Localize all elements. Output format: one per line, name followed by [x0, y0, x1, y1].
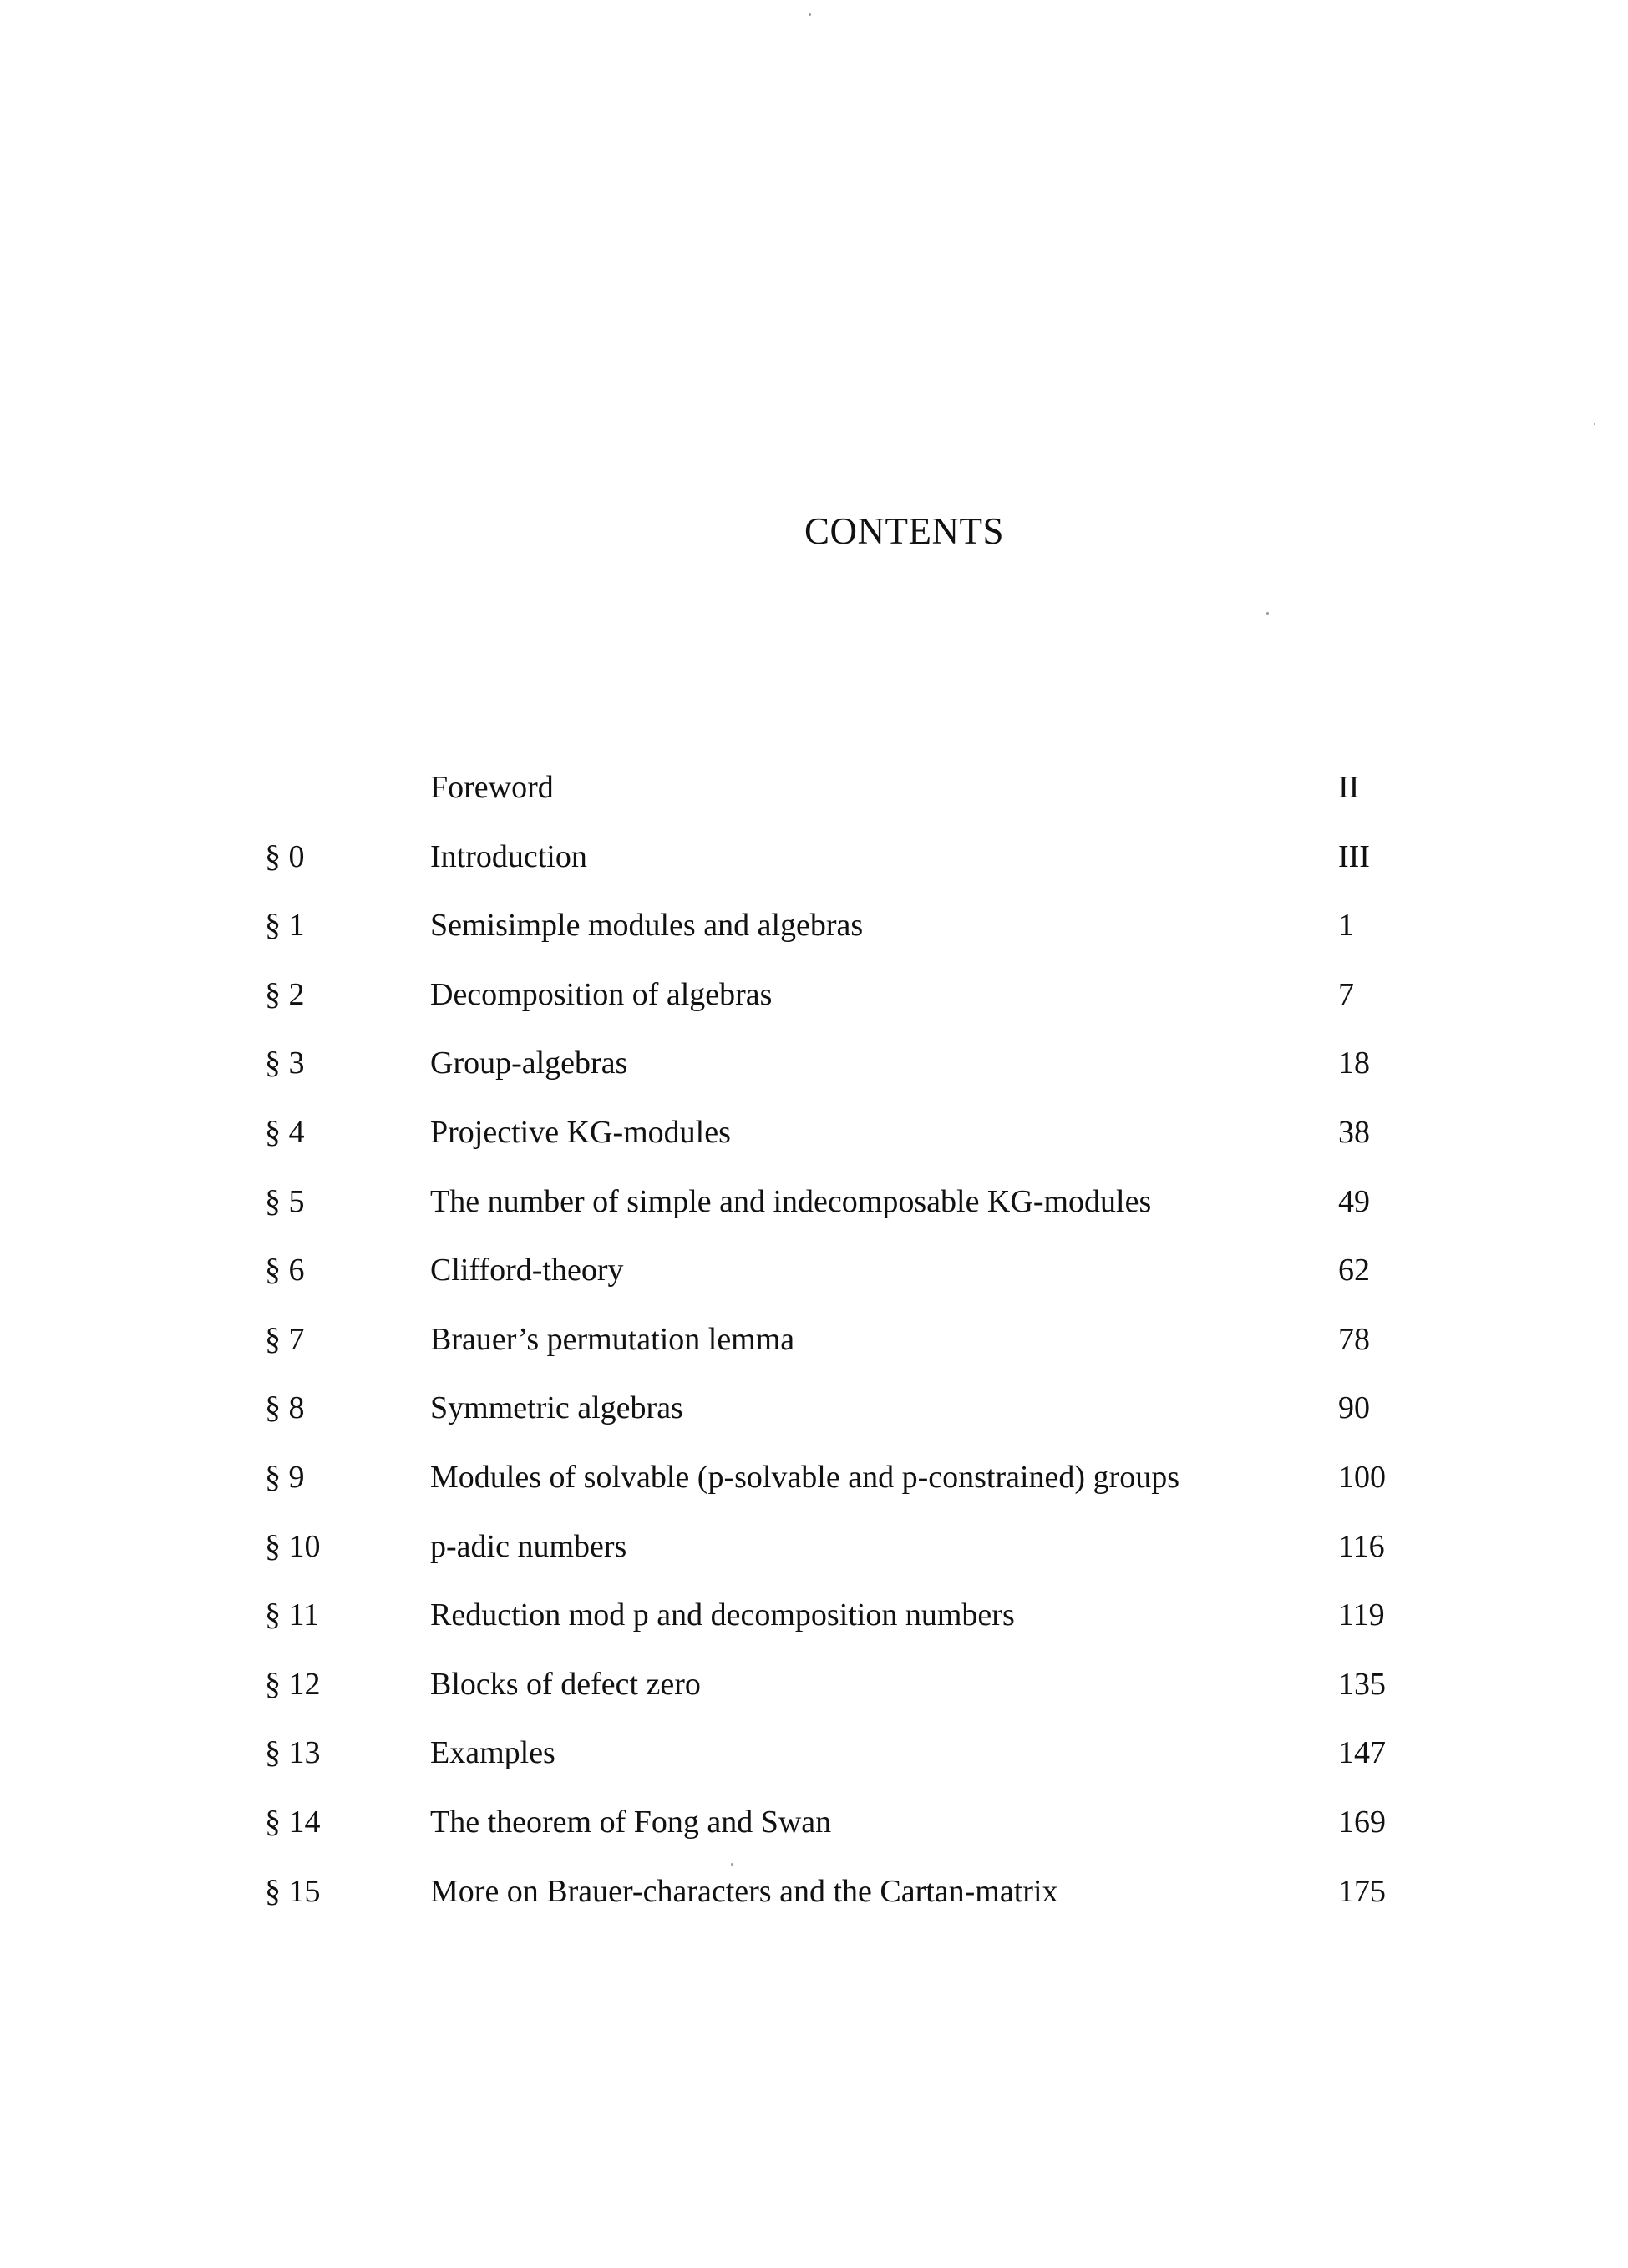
toc-entry-title: Examples: [430, 1735, 555, 1771]
toc-entry-foreword[interactable]: [0, 763, 1628, 833]
toc-entry-title: p-adic numbers: [430, 1528, 627, 1564]
toc-page-number: 90: [1338, 1390, 1370, 1426]
toc-entry-14[interactable]: [0, 1798, 1628, 1867]
toc-entry-title: Brauer’s permutation lemma: [430, 1321, 795, 1357]
toc-page-number: 78: [1338, 1321, 1370, 1357]
toc-page-number: 1: [1338, 908, 1354, 944]
toc-entry-title: Foreword: [430, 770, 554, 805]
toc-page-number: 119: [1338, 1597, 1385, 1633]
toc-entry-title: Blocks of defect zero: [430, 1666, 701, 1702]
toc-page-number: 38: [1338, 1114, 1370, 1150]
toc-entry-title: Modules of solvable (p-solvable and p-constrained) groups: [430, 1459, 1180, 1495]
toc-section-number: § 0: [265, 838, 305, 874]
toc-entry-title: Introduction: [430, 838, 587, 874]
toc-entry-8[interactable]: [0, 1384, 1628, 1453]
toc-page-number: 175: [1338, 1873, 1386, 1909]
toc-page-number: 62: [1338, 1253, 1370, 1288]
toc-section-number: § 15: [265, 1873, 321, 1909]
toc-entry-4[interactable]: [0, 1108, 1628, 1177]
toc-page-number: 18: [1338, 1045, 1370, 1081]
toc-page-number: 100: [1338, 1459, 1386, 1495]
toc-section-number: § 9: [265, 1459, 305, 1495]
toc-page-number: II: [1338, 770, 1360, 805]
toc-entry-10[interactable]: [0, 1522, 1628, 1592]
toc-entry-title: Clifford-theory: [430, 1253, 624, 1288]
toc-section-number: § 7: [265, 1321, 305, 1357]
toc-page-number: 169: [1338, 1804, 1386, 1840]
toc-entry-9[interactable]: [0, 1453, 1628, 1522]
toc-section-number: § 1: [265, 908, 305, 944]
toc-entry-15[interactable]: [0, 1867, 1628, 1936]
toc-section-number: § 4: [265, 1114, 305, 1150]
toc-entry-title: The theorem of Fong and Swan: [430, 1804, 832, 1840]
page-title: CONTENTS: [804, 510, 1004, 553]
toc-entry-title: Projective KG-modules: [430, 1114, 731, 1150]
toc-section-number: § 5: [265, 1183, 305, 1219]
table-of-contents: [0, 763, 1628, 1936]
scan-speck: [809, 13, 811, 16]
toc-section-number: § 2: [265, 976, 305, 1012]
toc-entry-0[interactable]: [0, 833, 1628, 902]
toc-section-number: § 11: [265, 1597, 320, 1633]
toc-section-number: § 14: [265, 1804, 321, 1840]
toc-entry-13[interactable]: [0, 1729, 1628, 1798]
scan-speck: [731, 1863, 733, 1866]
toc-section-number: § 8: [265, 1390, 305, 1426]
toc-entry-11[interactable]: [0, 1591, 1628, 1660]
toc-page-number: III: [1338, 838, 1370, 874]
toc-entry-6[interactable]: [0, 1246, 1628, 1315]
toc-entry-title: Decomposition of algebras: [430, 976, 773, 1012]
toc-section-number: § 6: [265, 1253, 305, 1288]
toc-entry-1[interactable]: [0, 901, 1628, 970]
toc-entry-title: More on Brauer-characters and the Cartan-matrix: [430, 1873, 1058, 1909]
toc-section-number: § 13: [265, 1735, 321, 1771]
toc-entry-7[interactable]: [0, 1315, 1628, 1385]
toc-page-number: 49: [1338, 1183, 1370, 1219]
toc-entry-title: Semisimple modules and algebras: [430, 908, 864, 944]
toc-section-number: § 10: [265, 1528, 321, 1564]
scan-speck: [1594, 423, 1595, 425]
toc-entry-12[interactable]: [0, 1660, 1628, 1729]
toc-section-number: § 3: [265, 1045, 305, 1081]
toc-entry-5[interactable]: [0, 1177, 1628, 1247]
toc-entry-title: Symmetric algebras: [430, 1390, 683, 1426]
toc-page-number: 147: [1338, 1735, 1386, 1771]
toc-page-number: 7: [1338, 976, 1354, 1012]
scan-speck: [1266, 612, 1269, 615]
toc-entry-3[interactable]: [0, 1039, 1628, 1108]
toc-entry-title: The number of simple and indecomposable KG-modules: [430, 1183, 1152, 1219]
toc-entry-title: Reduction mod p and decomposition numbers: [430, 1597, 1015, 1633]
toc-entry-2[interactable]: [0, 970, 1628, 1040]
toc-entry-title: Group-algebras: [430, 1045, 628, 1081]
toc-page-number: 116: [1338, 1528, 1385, 1564]
toc-page-number: 135: [1338, 1666, 1386, 1702]
toc-section-number: § 12: [265, 1666, 321, 1702]
